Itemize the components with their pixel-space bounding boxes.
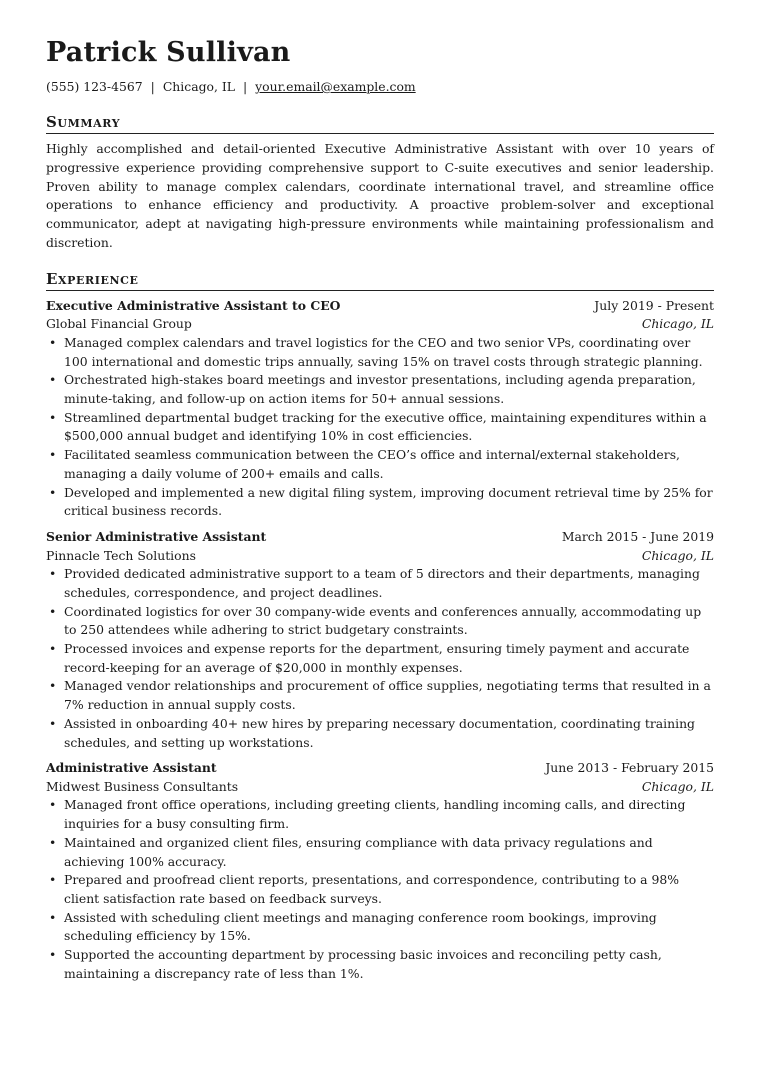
company-name: Global Financial Group (46, 316, 192, 332)
bullet-text: Maintained and organized client files, ensuring compliance with data privacy regulations and achieving 100% accuracy. (64, 834, 653, 869)
bullet-icon: • (49, 678, 57, 694)
job-bullets (46, 565, 714, 752)
bullet-icon: • (49, 797, 57, 813)
job-company-row (46, 778, 714, 797)
job-entry (46, 759, 714, 983)
contact-separator: | (242, 79, 248, 94)
job-bullets (46, 796, 714, 983)
bullet-text: Managed complex calendars and travel logistics for the CEO and two senior VPs, coordinating over 100 international and domestic trips annually, saving 15% on travel costs through strategic planning. (64, 334, 703, 369)
bullet-text: Managed vendor relationships and procurement of office supplies, negotiating terms that resulted in a 7% reduction in annual supply costs. (64, 678, 711, 713)
contact-line (46, 79, 714, 95)
summary-heading: Summary (46, 113, 714, 134)
bullet-text: Processed invoices and expense reports for the department, ensuring timely payment and accurate record-keeping for an average of $20,000 in monthly expenses. (64, 641, 690, 675)
list-item (46, 677, 714, 714)
list-item (46, 871, 714, 908)
list-item (46, 640, 714, 677)
bullet-icon: • (49, 566, 57, 582)
bullet-icon: • (49, 947, 57, 963)
bullet-icon: • (49, 603, 57, 619)
experience-heading: Experience (46, 270, 714, 291)
bullet-icon: • (49, 641, 57, 656)
bullet-text: Streamlined departmental budget tracking for the executive office, maintaining expenditures within a $500,000 annual budget and identifying 10% in cost efficiencies. (64, 409, 707, 444)
bullet-text: Prepared and proofread client reports, presentations, and correspondence, contributing to a 98% client satisfaction rate based on feedback surveys. (64, 872, 680, 906)
job-location: Chicago, IL (641, 547, 714, 563)
bullet-icon: • (49, 409, 57, 425)
list-item (46, 603, 714, 640)
job-location: Chicago, IL (641, 778, 714, 794)
list-item (46, 334, 714, 371)
job-header-row (46, 759, 714, 778)
bullet-text: Assisted in onboarding 40+ new hires by preparing necessary documentation, coordinating training schedules, and setting up workstations. (64, 715, 695, 750)
job-company-row (46, 315, 714, 334)
job-title: Executive Administrative Assistant to CEO (46, 297, 341, 313)
bullet-icon: • (49, 872, 57, 888)
job-company-row (46, 547, 714, 566)
job-entry (46, 528, 714, 752)
bullet-icon: • (49, 334, 57, 350)
list-item (46, 446, 714, 483)
job-location: Chicago, IL (641, 316, 714, 332)
bullet-icon: • (49, 447, 57, 463)
bullet-text: Managed front office operations, including greeting clients, handling incoming calls, and directing inquiries for a busy consulting firm. (64, 797, 686, 832)
job-header-row (46, 528, 714, 547)
list-item (46, 834, 714, 871)
bullet-text: Assisted with scheduling client meetings and managing conference room bookings, improving scheduling efficiency by 15%. (64, 909, 657, 944)
list-item (46, 371, 714, 408)
bullet-text: Facilitated seamless communication between the CEO’s office and internal/external stakeholders, managing a daily volume of 200+ emails and calls. (64, 447, 680, 481)
job-dates: March 2015 - June 2019 (561, 529, 714, 544)
experience-list (46, 297, 714, 984)
list-item (46, 909, 714, 946)
bullet-icon: • (49, 834, 57, 850)
job-dates: June 2013 - February 2015 (545, 760, 714, 776)
candidate-name: Patrick Sullivan (46, 37, 291, 68)
job-bullets (46, 334, 714, 521)
bullet-icon: • (49, 715, 57, 731)
bullet-icon: • (49, 484, 57, 500)
phone-number: (555) 123-4567 (46, 79, 143, 94)
location: Chicago, IL (162, 79, 235, 94)
email-link[interactable]: your.email@example.com (255, 79, 416, 94)
list-item (46, 484, 714, 521)
job-dates: July 2019 - Present (594, 297, 714, 313)
summary-text: Highly accomplished and detail-oriented Executive Administrative Assistant with over 10 years of progressive experience providing comprehensive support to C-suite executives and senior leadership. Proven ability to manage complex calendars, coordinate international travel, and streamline office operations to enhance efficiency and productivity. A proactive problem-solver and exceptional communicator, adept at navigating high-pressure environments while maintaining professionalism and discretion. (46, 141, 714, 250)
bullet-text: Developed and implemented a new digital filing system, improving document retrieval time by 25% for critical business records. (64, 484, 713, 519)
list-item (46, 946, 714, 983)
company-name: Pinnacle Tech Solutions (46, 547, 196, 563)
company-name: Midwest Business Consultants (46, 778, 239, 794)
bullet-icon: • (49, 372, 57, 388)
job-title: Administrative Assistant (46, 760, 217, 776)
bullet-text: Provided dedicated administrative support to a team of 5 directors and their departments, managing schedules, correspondence, and project deadlines. (64, 566, 700, 600)
list-item (46, 796, 714, 833)
list-item (46, 565, 714, 602)
bullet-text: Supported the accounting department by processing basic invoices and reconciling petty cash, maintaining a discrepancy rate of less than 1%. (64, 947, 662, 981)
bullet-text: Orchestrated high-stakes board meetings and investor presentations, including agenda preparation, minute-taking, and follow-up on action items for 50+ annual sessions. (64, 372, 696, 407)
list-item (46, 715, 714, 752)
job-entry (46, 297, 714, 521)
job-header-row (46, 297, 714, 316)
bullet-icon: • (49, 909, 57, 925)
resume-page (46, 36, 714, 983)
job-title: Senior Administrative Assistant (46, 529, 267, 544)
list-item (46, 409, 714, 446)
contact-separator: | (150, 79, 155, 94)
bullet-text: Coordinated logistics for over 30 company-wide events and conferences annually, accommodating up to 250 attendees while adhering to strict budgetary constraints. (64, 603, 702, 638)
